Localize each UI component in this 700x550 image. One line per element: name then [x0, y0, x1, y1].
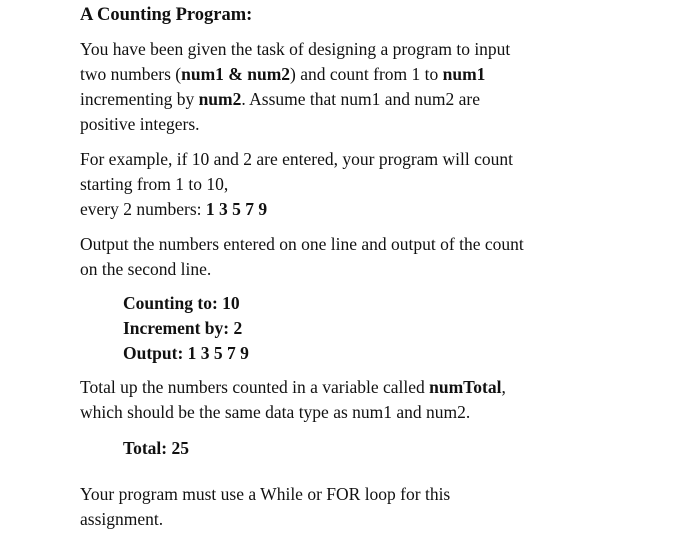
sample-output-block [123, 291, 249, 366]
example-paragraph [80, 147, 640, 222]
example-line-3: every 2 numbers: 1 3 5 7 9 [80, 199, 268, 219]
task-line-1: You have been given the task of designing a program to input [80, 39, 511, 59]
output-paragraph [80, 232, 640, 282]
sample-output: Output: 1 3 5 7 9 [123, 343, 249, 363]
total-line-2: which should be the same data type as num1 and num2. [80, 402, 471, 422]
task-paragraph [80, 37, 640, 137]
total-paragraph [80, 375, 640, 425]
total-line-1: Total up the numbers counted in a variable called numTotal, [80, 377, 506, 397]
output-line-2: on the second line. [80, 259, 212, 279]
output-line-1: Output the numbers entered on one line and output of the count [80, 234, 524, 254]
loop-requirement-paragraph [80, 482, 640, 532]
sample-total-block [123, 436, 189, 461]
sample-counting-to: Counting to: 10 [123, 293, 240, 313]
page-title: A Counting Program: [80, 5, 253, 25]
loop-line-1: Your program must use a While or FOR loop for this [80, 484, 451, 504]
example-line-1: For example, if 10 and 2 are entered, your program will count [80, 149, 513, 169]
task-line-4: positive integers. [80, 114, 200, 134]
example-line-2: starting from 1 to 10, [80, 174, 229, 194]
sample-total: Total: 25 [123, 438, 189, 458]
sample-increment-by: Increment by: 2 [123, 318, 243, 338]
task-line-2: two numbers (num1 & num2) and count from 1 to num1 [80, 64, 486, 84]
task-line-3: incrementing by num2. Assume that num1 and num2 are [80, 89, 481, 109]
loop-line-2: assignment. [80, 509, 164, 529]
